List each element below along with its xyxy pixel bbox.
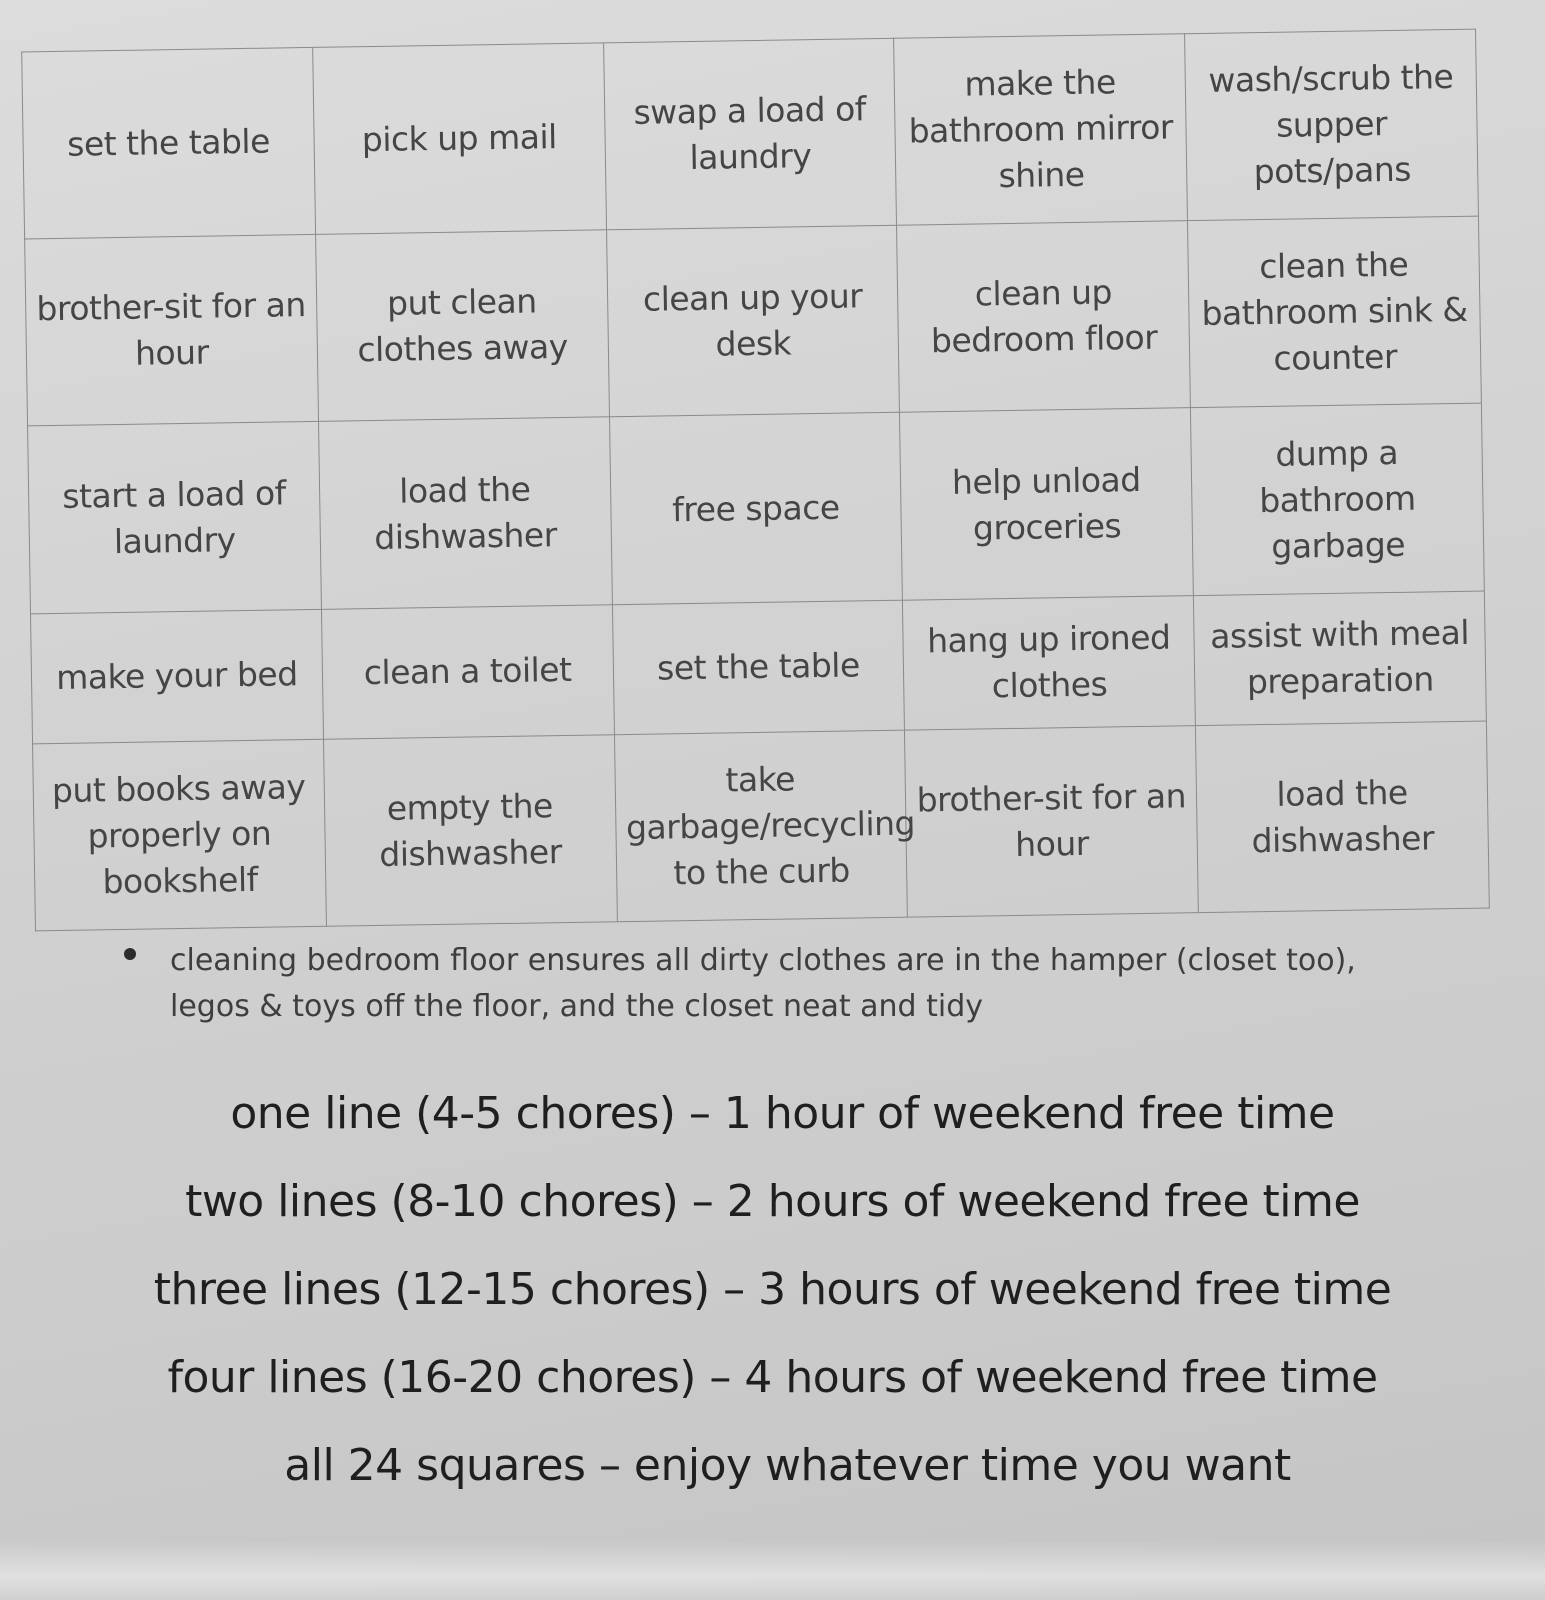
chore-square: clean the bathroom sink & counter <box>1188 216 1482 408</box>
chore-square: clean up your desk <box>606 225 900 417</box>
grid-row <box>28 403 1485 613</box>
grid-row <box>22 29 1479 239</box>
chore-square: put clean clothes away <box>315 230 609 422</box>
chore-square: assist with meal preparation <box>1194 591 1487 726</box>
chore-square: wash/scrub the supper pots/pans <box>1185 29 1479 221</box>
chore-square: make your bed <box>31 609 324 744</box>
reward-line: two lines (8-10 chores) – 2 hours of weekend free time <box>185 1176 1360 1227</box>
chore-bingo-grid <box>21 29 1490 932</box>
free-space-square: free space <box>609 413 903 605</box>
reward-line: one line (4-5 chores) – 1 hour of weekend free time <box>230 1088 1335 1139</box>
note-text: cleaning bedroom floor ensures all dirty clothes are in the hamper (closet too), legos & toys off the floor, and the closet neat and tidy <box>170 943 1356 1024</box>
chore-square: clean up bedroom floor <box>897 221 1191 413</box>
chore-square: empty the dishwasher <box>323 735 617 927</box>
grid-row <box>31 591 1487 744</box>
reward-line: all 24 squares – enjoy whatever time you want <box>284 1440 1291 1491</box>
bullet-icon <box>124 948 136 960</box>
reward-line: three lines (12-15 chores) – 3 hours of weekend free time <box>153 1264 1392 1315</box>
chore-square: clean a toilet <box>321 604 614 739</box>
chore-square: start a load of laundry <box>28 422 322 614</box>
chore-square: brother-sit for an hour <box>25 235 319 427</box>
chore-square: put books away properly on bookshelf <box>33 739 327 931</box>
chore-square: dump a bathroom garbage <box>1191 403 1485 595</box>
chore-square: take garbage/recycling to the curb <box>614 730 908 922</box>
bedroom-floor-note <box>110 938 1420 1030</box>
chore-square: set the table <box>22 47 316 239</box>
grid-row <box>25 216 1482 426</box>
chore-square: set the table <box>612 600 905 735</box>
chore-square: swap a load of laundry <box>603 38 897 230</box>
chore-square: pick up mail <box>312 43 606 235</box>
chore-square: load the dishwasher <box>1196 721 1490 913</box>
photo-glare <box>0 1540 1545 1600</box>
grid-row <box>33 721 1490 931</box>
reward-list <box>0 1070 1545 1510</box>
chore-square: brother-sit for an hour <box>905 725 1199 917</box>
chore-square: make the bathroom mirror shine <box>894 34 1188 226</box>
chore-square: hang up ironed clothes <box>903 595 1196 730</box>
reward-line: four lines (16-20 chores) – 4 hours of weekend free time <box>167 1352 1378 1403</box>
chore-square: load the dishwasher <box>318 417 612 609</box>
chore-square: help unload groceries <box>900 408 1194 600</box>
